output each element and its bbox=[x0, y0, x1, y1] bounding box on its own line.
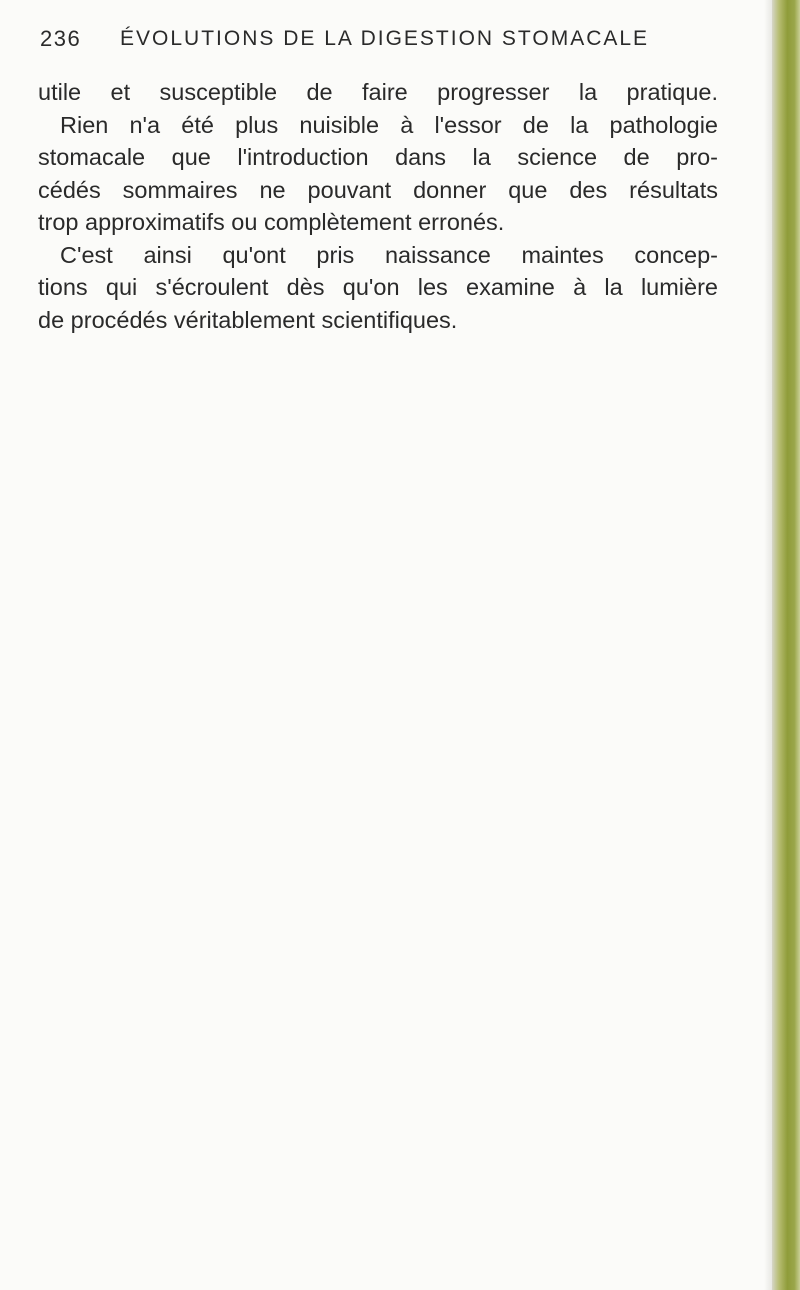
page-number: 236 bbox=[40, 26, 82, 51]
text-line: utile et susceptible de faire progresser la pratique. bbox=[38, 79, 718, 105]
page-header bbox=[40, 26, 720, 66]
text-line: stomacale que l'introduction dans la science de pro- bbox=[38, 144, 718, 170]
text-line: cédés sommaires ne pouvant donner que des résultats bbox=[38, 176, 718, 203]
running-title: ÉVOLUTIONS DE LA DIGESTION STOMACALE bbox=[120, 27, 650, 50]
text-line: Rien n'a été plus nuisible à l'essor de la pathologie bbox=[60, 111, 718, 138]
text-line: C'est ainsi qu'ont pris naissance maintes concep- bbox=[60, 241, 718, 268]
text-line: tions qui s'écroulent dès qu'on les examine à la lumière bbox=[38, 274, 718, 300]
text-line: de procédés véritablement scientifiques. bbox=[38, 306, 458, 333]
book-binding-edge bbox=[772, 0, 800, 1290]
text-line: trop approximatifs ou complètement erronés. bbox=[38, 209, 505, 235]
body-text bbox=[38, 76, 718, 336]
